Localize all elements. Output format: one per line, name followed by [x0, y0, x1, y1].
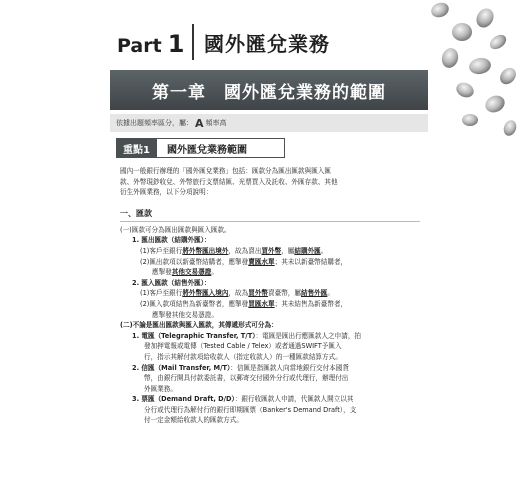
item-line: 外匯業務。 — [144, 384, 177, 393]
intro-line: 款、外幣現鈔收兌、外幣旅行支票結匯、光票買入及託收、外匯存款、其他 — [120, 177, 338, 186]
intro-line: 國內一般銀行辦理的「國外匯兌業務」包括：匯款分為匯出匯款與匯入匯 — [120, 167, 331, 175]
coin-icon — [429, 0, 519, 137]
chapter-title: 第一章 國外匯兌業務的範圍 — [152, 82, 386, 103]
part-label — [111, 26, 197, 60]
item-line: 行，指示其解付款項給收款人（指定收款人）的一種匯款結算方式。 — [144, 352, 342, 361]
subsection-heading: (二)不論是匯出匯款與匯入匯款，其傳遞形式可分為： — [120, 321, 278, 330]
item-line: 2. 信匯（Mail Transfer, M/T）：信匯是指匯款人向當地銀行交付本國貨 — [132, 363, 349, 372]
item-line: 付一定金額給收款人的匯款方式。 — [144, 416, 243, 425]
item-line: (1)客戶至銀行將外幣匯入境內，故為買外幣賣臺幣，屬結售外匯。 — [140, 289, 334, 298]
key-point-header — [116, 138, 285, 158]
item-line: 發加押電報或電傳（Tested Cable / Telex）或者通過SWIFT予匯入 — [144, 342, 342, 351]
body-text — [120, 166, 420, 426]
key-point-title: 國外匯兌業務範圍 — [157, 138, 285, 158]
frequency-suffix: 頻率高 — [205, 119, 227, 127]
part-word: Part — [117, 35, 162, 57]
item-line: 3. 票匯（Demand Draft, D/D）：銀行收匯款人申請，代匯款人開立以其 — [132, 395, 354, 404]
item-line: 應掣發其他交易憑證。 — [152, 268, 218, 277]
frequency-row — [110, 114, 428, 132]
frequency-grade: A — [195, 116, 204, 130]
frequency-prefix: 依據出題頻率區分，屬： — [116, 119, 193, 127]
item-line: 1. 電匯（Telegraphic Transfer, T/T）：電匯是匯出行應匯款人之申請，拍 — [132, 331, 362, 340]
section-title: 一、匯款 — [120, 208, 152, 218]
key-point-badge: 重點1 — [116, 138, 157, 158]
intro-line: 衍生外匯業務，以下分項說明： — [120, 188, 213, 197]
part-number: 1 — [167, 30, 185, 58]
item-line: (2)匯出款項以新臺幣結購者，應掣發賣匯水單；其未以新臺幣結購者， — [140, 257, 348, 266]
item-line: (1)客戶至銀行將外幣匯出境外，故為賣出買外幣，屬結購外匯。 — [140, 246, 328, 255]
part-divider — [192, 24, 194, 60]
chapter-banner — [110, 70, 428, 110]
item-line: (2)匯入款項結售為新臺幣者，應掣發買匯水單；其未結售為新臺幣者， — [140, 299, 348, 308]
item-line: 應掣發其他交易憑證。 — [152, 310, 218, 319]
item-line: 幣，由銀行開具付款委託書，以郵寄交付國外分行或代理行，辦理付出 — [144, 374, 349, 383]
item-label: 2. 匯入匯款（結售外匯）： — [132, 278, 211, 287]
item-label: 1. 匯出匯款（結購外匯）： — [132, 236, 211, 245]
item-line: 分行或代理行為解付行的銀行即期匯票（Banker's Demand Draft），支 — [144, 405, 357, 414]
part-title: 國外匯兌業務 — [204, 32, 330, 56]
section-divider — [120, 221, 420, 222]
subsection-heading: (一)匯款可分為匯出匯款與匯入匯款。 — [120, 225, 231, 234]
